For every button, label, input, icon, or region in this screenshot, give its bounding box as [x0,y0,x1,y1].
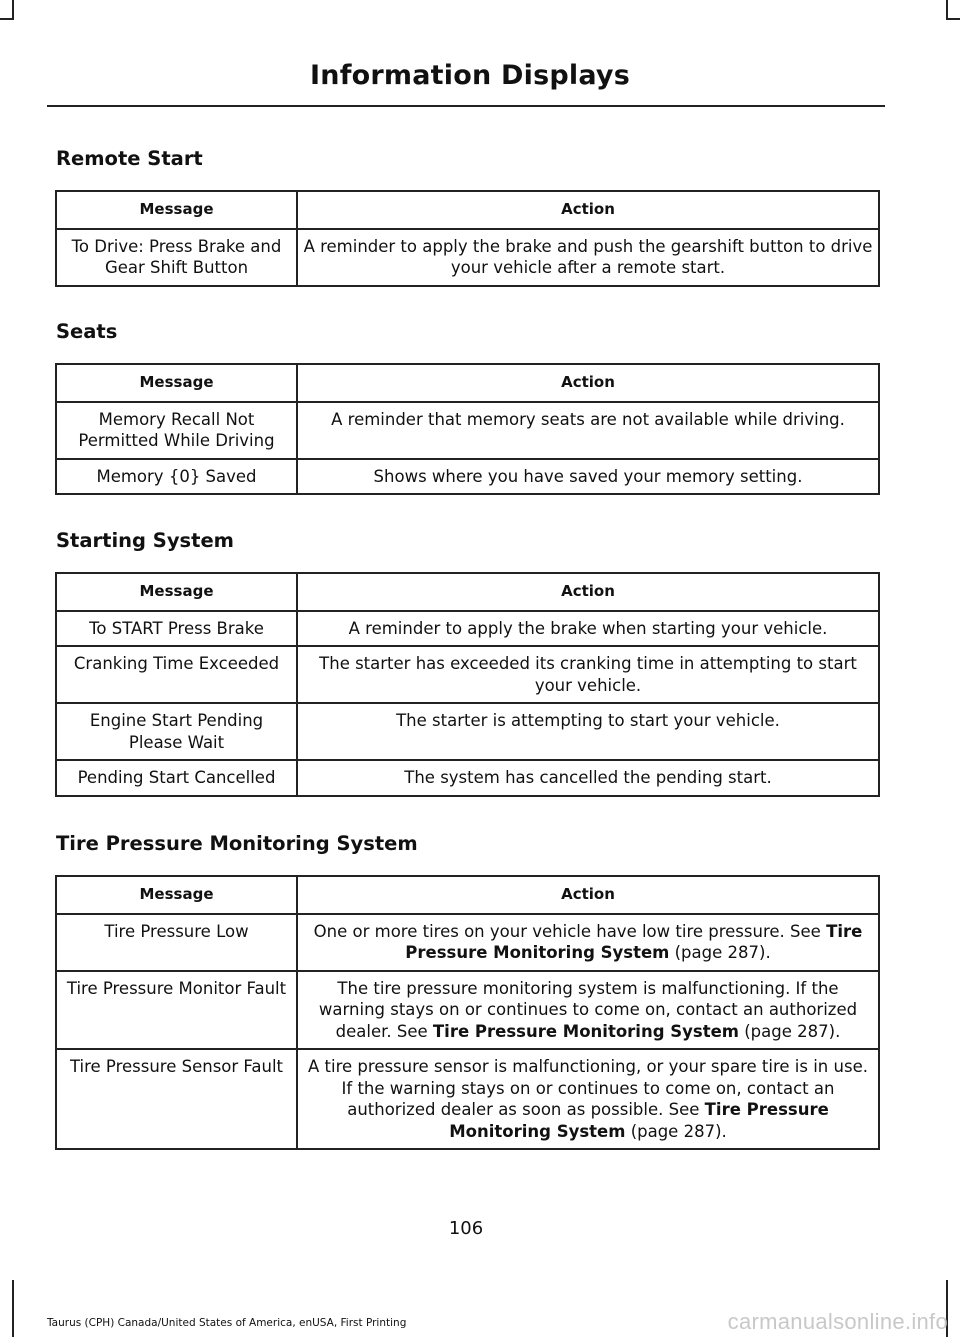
message-cell: Tire Pressure Monitor Fault [56,971,297,1050]
page-reference: (page 287). [674,943,771,962]
section-title-seats: Seats [56,320,118,343]
action-cell [297,1049,879,1149]
table-row [56,914,879,971]
footer-text: Taurus (CPH) Canada/United States of America, enUSA, First Printing [47,1317,407,1329]
action-text: The tire pressure monitoring system is malfunctioning. If the warning stays on or continues to come on, contact an authorized dealer. See [318,978,858,1041]
page-title: Information Displays [310,60,630,91]
action-cell: The starter is attempting to start your vehicle. [297,703,879,760]
table-row [56,611,879,647]
action-cell: A reminder to apply the brake and push the gearshift button to drive your vehicle after a remote start. [297,229,879,286]
table-header-row [56,191,879,229]
crop-mark [946,18,960,20]
column-header-message: Message [56,573,297,611]
table-header-row [56,573,879,611]
action-cell: The system has cancelled the pending start. [297,760,879,796]
table-header-row [56,364,879,402]
cross-reference-link[interactable]: Tire Pressure Monitoring System [449,1100,829,1141]
column-header-action: Action [297,191,879,229]
starting-system-table [55,572,880,797]
section-title-starting-system: Starting System [56,529,235,552]
message-cell: Tire Pressure Sensor Fault [56,1049,297,1149]
column-header-action: Action [297,573,879,611]
column-header-message: Message [56,364,297,402]
table-row [56,971,879,1050]
crop-mark [0,18,14,20]
page-reference: (page 287). [630,1121,727,1141]
action-cell: The starter has exceeded its cranking time in attempting to start your vehicle. [297,646,879,703]
remote-start-table [55,190,880,287]
message-cell: To Drive: Press Brake and Gear Shift Button [56,229,297,286]
column-header-action: Action [297,364,879,402]
header-divider [47,105,885,107]
message-cell: Memory {0} Saved [56,459,297,495]
cross-reference-link[interactable]: Tire Pressure Monitoring System [405,921,863,962]
seats-table [55,363,880,495]
table-row [56,402,879,459]
message-cell: Tire Pressure Low [56,914,297,971]
tpms-table [55,875,880,1150]
action-cell: A reminder that memory seats are not available while driving. [297,402,879,459]
message-cell: Pending Start Cancelled [56,760,297,796]
message-cell: Engine Start Pending Please Wait [56,703,297,760]
crop-mark [946,0,948,20]
action-text: A tire pressure sensor is malfunctioning, or your spare tire is in use. If the warning stays on or continues to come on, contact an authorized dealer as soon as possible. See [308,1057,868,1119]
action-cell [297,914,879,971]
page-reference: (page 287). [744,1021,841,1041]
table-row [56,760,879,796]
column-header-message: Message [56,876,297,914]
page-number: 106 [448,1218,484,1239]
message-cell: Memory Recall Not Permitted While Driving [56,402,297,459]
message-cell: To START Press Brake [56,611,297,647]
crop-mark [12,1280,14,1337]
action-text: One or more tires on your vehicle have low tire pressure. See [313,921,821,941]
message-cell: Cranking Time Exceeded [56,646,297,703]
action-cell: A reminder to apply the brake when starting your vehicle. [297,611,879,647]
table-row [56,459,879,495]
column-header-message: Message [56,191,297,229]
watermark: carmanualsonline.info [727,1309,948,1334]
table-row [56,703,879,760]
cross-reference-link[interactable]: Tire Pressure Monitoring System [432,1021,739,1041]
table-row [56,646,879,703]
table-row [56,1049,879,1149]
crop-mark [12,0,14,20]
action-cell: Shows where you have saved your memory setting. [297,459,879,495]
action-cell [297,971,879,1050]
section-title-tpms: Tire Pressure Monitoring System [56,832,418,855]
column-header-action: Action [297,876,879,914]
table-row [56,229,879,286]
table-header-row [56,876,879,914]
section-title-remote-start: Remote Start [56,147,203,170]
